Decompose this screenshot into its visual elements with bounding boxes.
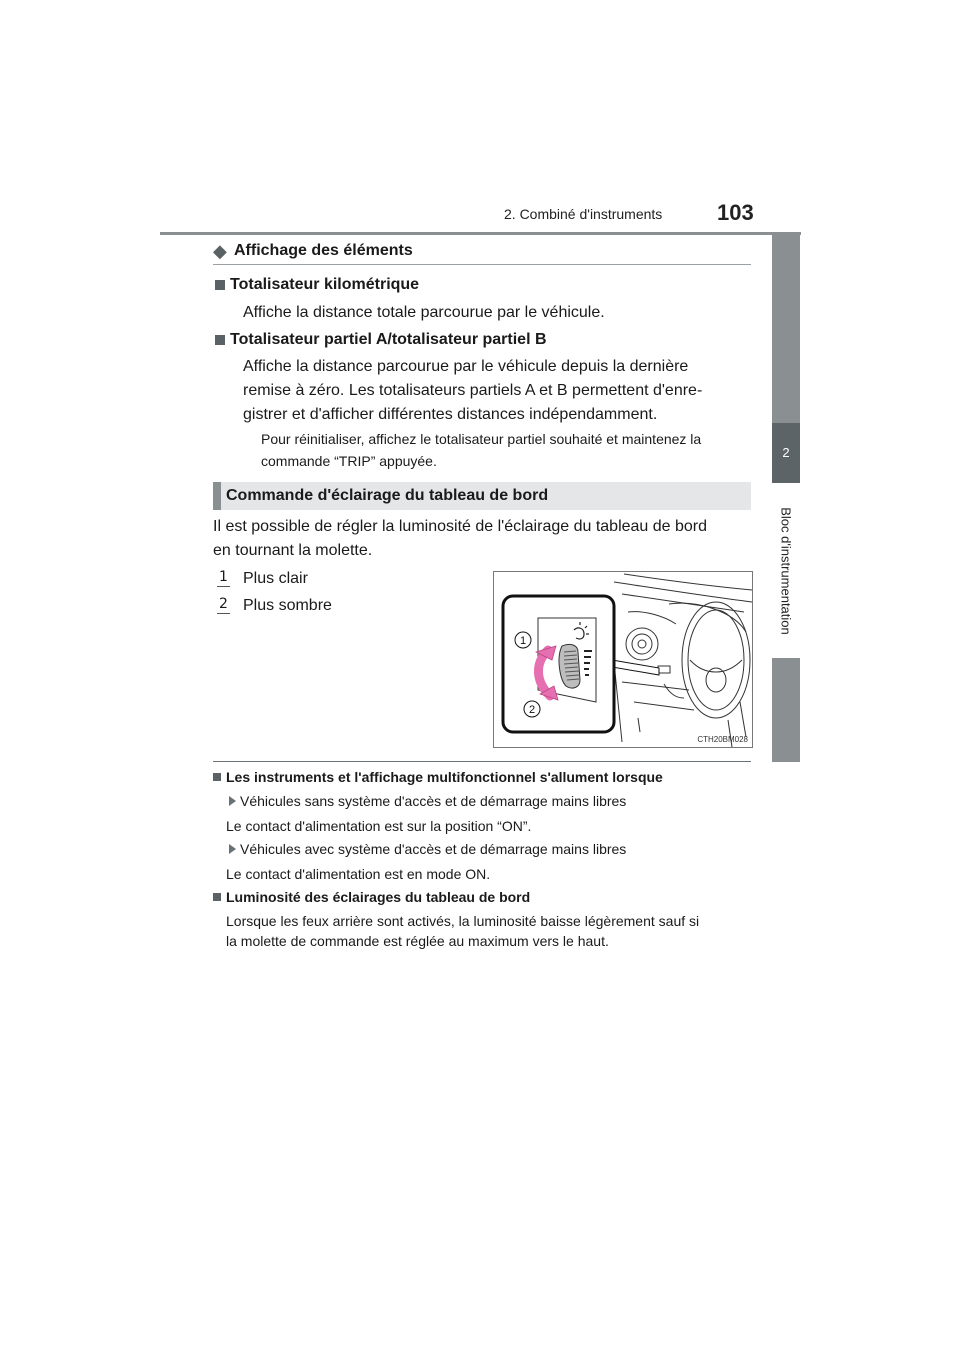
dashboard-dimmer-illustration — [493, 571, 753, 748]
triangle-bullet-icon — [229, 796, 236, 806]
trip-title: Totalisateur partiel A/totalisateur partiel B — [230, 331, 547, 348]
section-header-bar — [213, 482, 221, 510]
note-case-1: Véhicules sans système d'accès et de démarrage mains libres — [240, 793, 627, 809]
note-brightness-line: Lorsque les feux arrière sont activés, la luminosité baisse légèrement sauf si — [226, 913, 700, 929]
trip-text-line: Affiche la distance parcourue par le véhicule depuis la dernière — [243, 358, 689, 375]
figure-caption: CTH20BM028 — [697, 735, 748, 744]
display-items-heading: Affichage des éléments — [234, 242, 413, 259]
note-case-1-text: Le contact d'alimentation est sur la position “ON”. — [226, 818, 532, 834]
note-case-2-text: Le contact d'alimentation est en mode ON. — [226, 866, 491, 882]
notes-divider — [213, 761, 751, 762]
dashboard-drawing — [494, 572, 752, 747]
item-number-badge: 2 — [217, 596, 230, 614]
section-title: 2. Combiné d'instruments — [504, 206, 663, 222]
header-divider — [160, 232, 801, 235]
chapter-label — [772, 483, 800, 658]
side-tab-top — [772, 232, 800, 423]
heading-divider — [213, 264, 751, 265]
trip-text-line: gistrer et d'afficher différentes distances indépendamment. — [243, 406, 658, 423]
note-instruments-title: Les instruments et l'affichage multifonctionnel s'allument lorsque — [226, 769, 663, 785]
square-bullet-icon — [213, 773, 221, 781]
side-tab-bottom — [772, 658, 800, 762]
note-case-2: Véhicules avec système d'accès et de démarrage mains libres — [240, 841, 627, 857]
trip-note-line: Pour réinitialiser, affichez le totalisateur partiel souhaité et maintenez la — [261, 431, 702, 447]
chapter-label-text: Bloc d'instrumentation — [778, 506, 794, 635]
figure-callout-2: 2 — [528, 704, 536, 716]
chapter-number: 2 — [772, 423, 800, 483]
square-bullet-icon — [213, 893, 221, 901]
odometer-text: Affiche la distance totale parcourue par le véhicule. — [243, 304, 605, 321]
figure-callout-1: 1 — [519, 635, 527, 647]
triangle-bullet-icon — [229, 844, 236, 854]
diamond-bullet-icon: ◆ — [213, 241, 227, 261]
dash-light-intro-line: en tournant la molette. — [213, 542, 373, 559]
note-brightness-line: la molette de commande est réglée au maximum vers le haut. — [226, 933, 609, 949]
odometer-title: Totalisateur kilométrique — [230, 276, 420, 293]
square-bullet-icon — [215, 335, 225, 345]
item-label-darker: Plus sombre — [243, 597, 332, 614]
trip-text-line: remise à zéro. Les totalisateurs partiels A et B permettent d'enre- — [243, 382, 703, 399]
item-label-brighter: Plus clair — [243, 570, 308, 587]
item-number-badge: 1 — [217, 569, 230, 587]
square-bullet-icon — [215, 280, 225, 290]
note-brightness-title: Luminosité des éclairages du tableau de bord — [226, 889, 531, 905]
page-number: 103 — [717, 200, 754, 225]
dash-light-intro-line: Il est possible de régler la luminosité de l'éclairage du tableau de bord — [213, 518, 708, 535]
dash-light-heading: Commande d'éclairage du tableau de bord — [226, 487, 549, 504]
trip-note-line: commande “TRIP” appuyée. — [261, 453, 437, 469]
